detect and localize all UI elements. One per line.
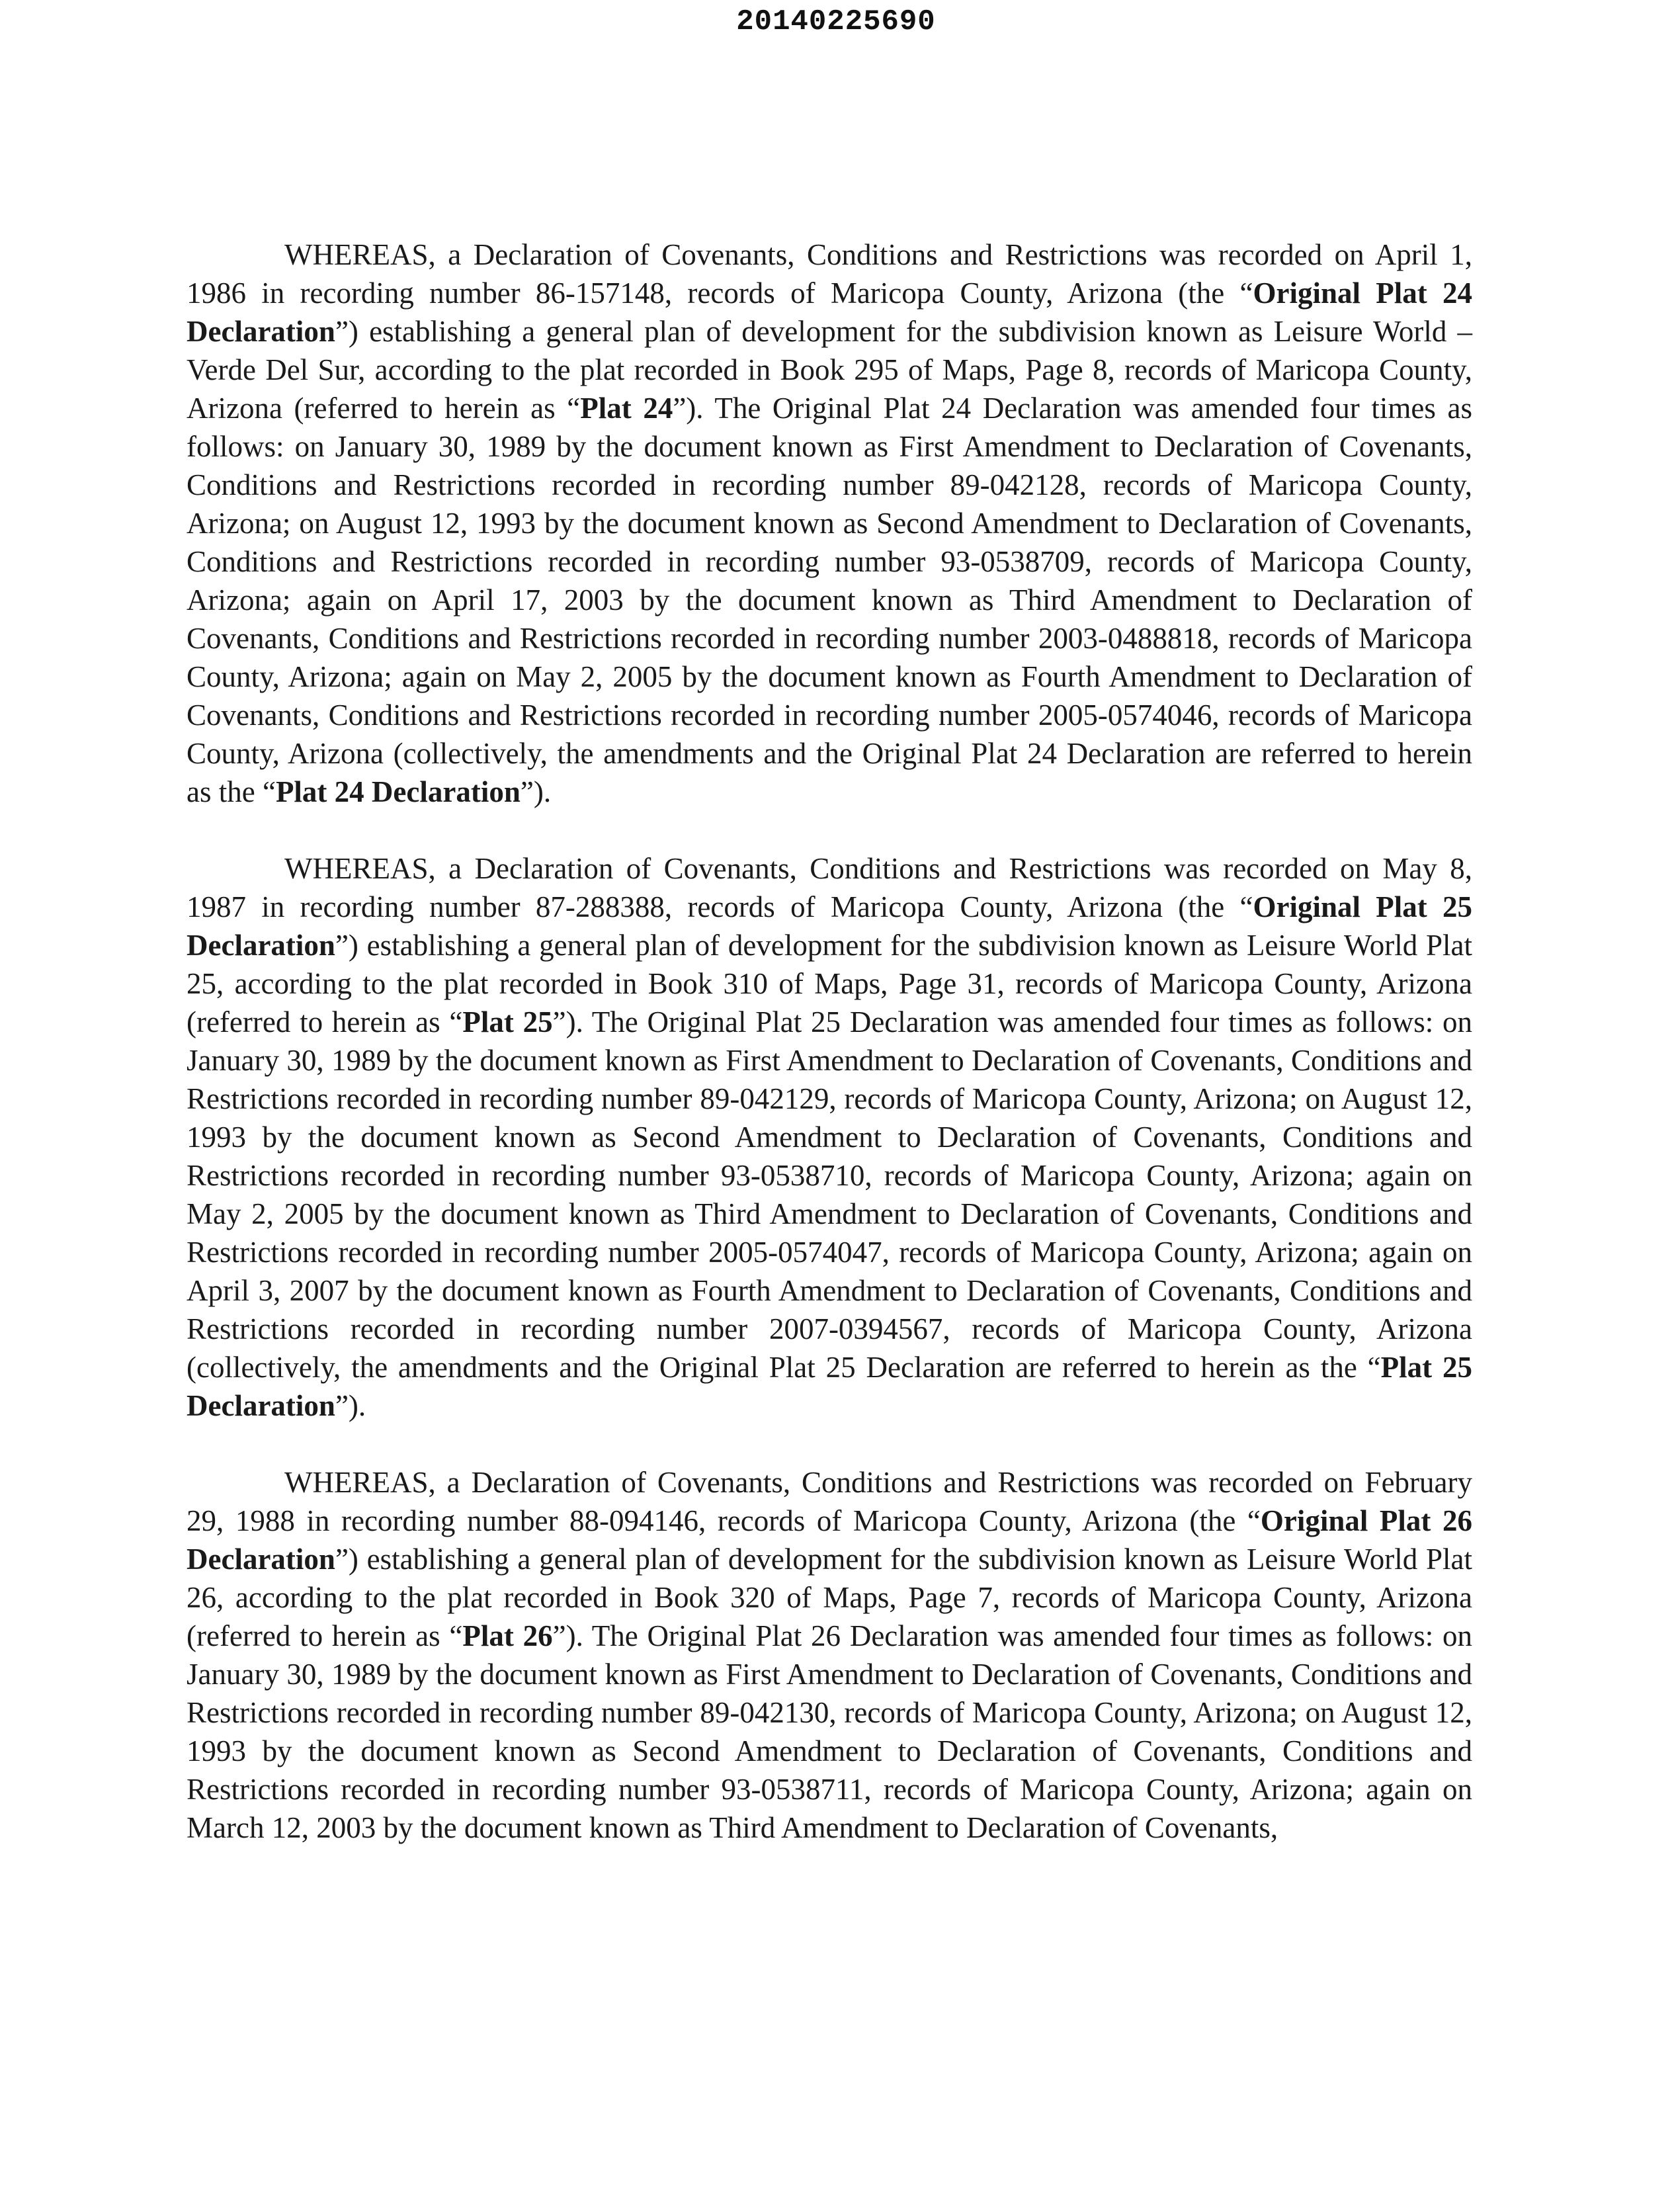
whereas-paragraph-plat-26 <box>187 1463 1472 1847</box>
paragraph-text: ”). The Original Plat 26 Declaration was amended four times as follows: on January 30, 1989 by the document known as First Amendment to Declaration of Covenants, Conditions and Restrictions recorded in recording number 89-042130, records of Maricopa County, Arizona; on August 12, 1993 by the document known as Second Amendment to Declaration of Covenants, Conditions and Restrictions recorded in recording number 93-0538711, records of Maricopa County, Arizona; again on March 12, 2003 by the document known as Third Amendment to Declaration of Covenants, <box>187 1619 1472 1844</box>
paragraph-text: ”) establishing a general plan of development for the subdivision known as Leisure World Plat 25, according to the plat recorded in Book 310 of Maps, Page 31, records of Maricopa County, Arizona (referred to herein as “ <box>187 929 1472 1039</box>
paragraph-text: WHEREAS, a Declaration of Covenants, Conditions and Restrictions was recorded on May 8, 1987 in recording number 87-288388, records of Maricopa County, Arizona (the “ <box>187 852 1472 923</box>
document-body <box>187 235 1472 1847</box>
defined-term: Plat 24 Declaration <box>275 775 521 808</box>
defined-term: Plat 24 <box>580 392 673 425</box>
paragraph-text: ”) establishing a general plan of development for the subdivision known as Leisure World Plat 26, according to the plat recorded in Book 320 of Maps, Page 7, records of Maricopa County, Arizona (referred to herein as “ <box>187 1543 1472 1652</box>
paragraph-text: ”). <box>335 1389 366 1422</box>
defined-term: Original Plat 26 Declaration <box>187 1504 1472 1576</box>
paragraph-text: ”). <box>520 775 552 808</box>
recording-number-header: 20140225690 <box>736 5 936 38</box>
defined-term: Plat 25 Declaration <box>187 1351 1472 1422</box>
paragraph-text: ”) establishing a general plan of development for the subdivision known as Leisure World – Verde Del Sur, according to the plat recorded in Book 295 of Maps, Page 8, records of Maricopa County, Arizona (referred to herein as “ <box>187 315 1472 425</box>
whereas-paragraph-plat-24 <box>187 235 1472 811</box>
paragraph-text: ”). The Original Plat 24 Declaration was amended four times as follows: on January 30, 1989 by the document known as First Amendment to Declaration of Covenants, Conditions and Restrictions recorded in recording number 89-042128, records of Maricopa County, Arizona; on August 12, 1993 by the document known as Second Amendment to Declaration of Covenants, Conditions and Restrictions recorded in recording number 93-0538709, records of Maricopa County, Arizona; again on April 17, 2003 by the document known as Third Amendment to Declaration of Covenants, Conditions and Restrictions recorded in recording number 2003-0488818, records of Maricopa County, Arizona; again on May 2, 2005 by the document known as Fourth Amendment to Declaration of Covenants, Conditions and Restrictions recorded in recording number 2005-0574046, records of Maricopa County, Arizona (collectively, the amendments and the Original Plat 24 Declaration are referred to herein as the “ <box>187 392 1472 808</box>
defined-term: Original Plat 25 Declaration <box>187 890 1472 962</box>
paragraph-text: WHEREAS, a Declaration of Covenants, Conditions and Restrictions was recorded on February 29, 1988 in recording number 88-094146, records of Maricopa County, Arizona (the “ <box>187 1466 1472 1537</box>
paragraph-text: ”). The Original Plat 25 Declaration was amended four times as follows: on January 30, 1989 by the document known as First Amendment to Declaration of Covenants, Conditions and Restrictions recorded in recording number 89-042129, records of Maricopa County, Arizona; on August 12, 1993 by the document known as Second Amendment to Declaration of Covenants, Conditions and Restrictions recorded in recording number 93-0538710, records of Maricopa County, Arizona; again on May 2, 2005 by the document known as Third Amendment to Declaration of Covenants, Conditions and Restrictions recorded in recording number 2005-0574047, records of Maricopa County, Arizona; again on April 3, 2007 by the document known as Fourth Amendment to Declaration of Covenants, Conditions and Restrictions recorded in recording number 2007-0394567, records of Maricopa County, Arizona (collectively, the amendments and the Original Plat 25 Declaration are referred to herein as the “ <box>187 1005 1472 1384</box>
defined-term: Plat 26 <box>462 1619 553 1652</box>
defined-term: Plat 25 <box>462 1005 553 1039</box>
defined-term: Original Plat 24 Declaration <box>187 276 1472 348</box>
paragraph-text: WHEREAS, a Declaration of Covenants, Conditions and Restrictions was recorded on April 1, 1986 in recording number 86-157148, records of Maricopa County, Arizona (the “ <box>187 238 1472 310</box>
whereas-paragraph-plat-25 <box>187 849 1472 1425</box>
